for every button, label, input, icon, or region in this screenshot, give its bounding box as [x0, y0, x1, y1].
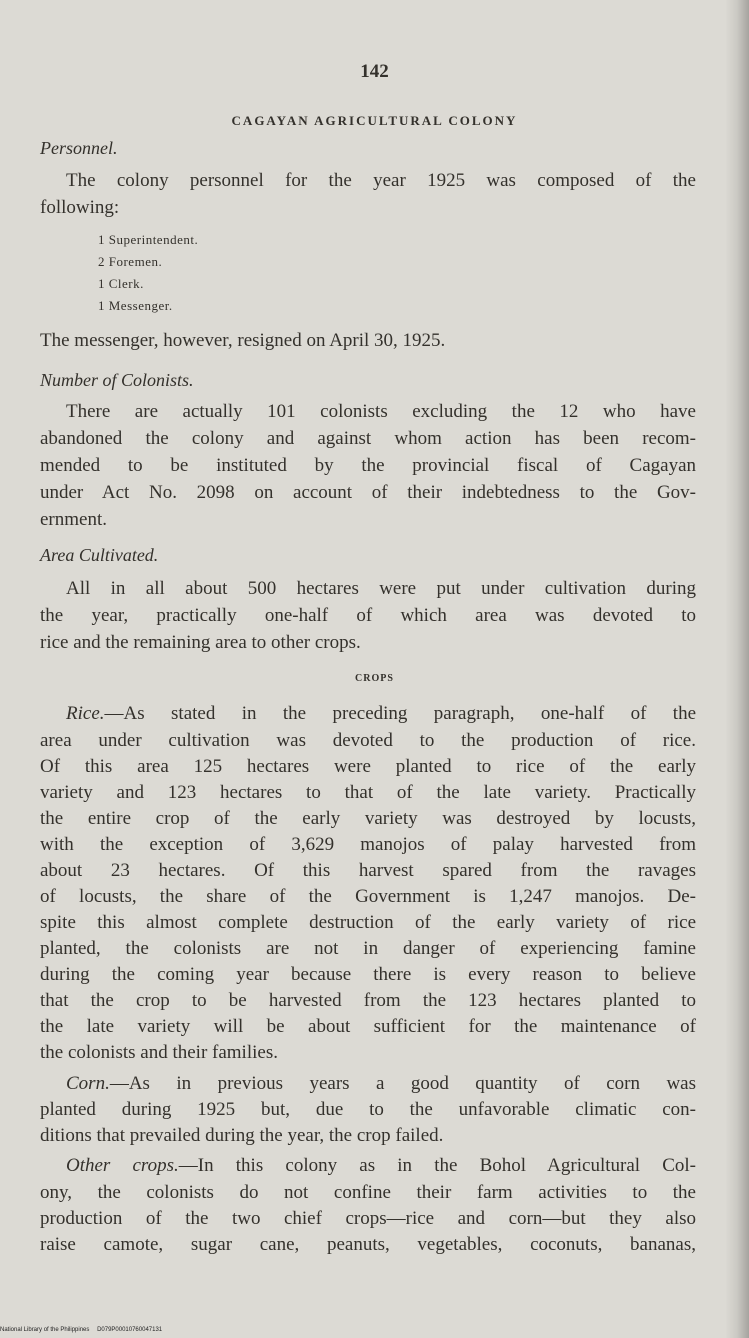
other-crops-line-1-text: —In this colony as in the Bohol Agricultural Col- [178, 1155, 696, 1176]
rice-line-8: of locusts, the share of the Government is 1,247 manojos. De- [40, 886, 696, 907]
other-crops-line-4: raise camote, sugar cane, peanuts, vegetables, coconuts, bananas, [40, 1234, 696, 1255]
footer-library: National Library of the Philippines [0, 1327, 90, 1333]
other-crops-line-2: ony, the colonists do not confine their farm activities to the [40, 1182, 696, 1203]
running-head: CAGAYAN AGRICULTURAL COLONY [231, 113, 518, 128]
page-number: 142 [360, 61, 389, 82]
area-heading: Area Cultivated. [40, 545, 159, 565]
rice-line-5: the entire crop of the early variety was destroyed by locusts, [40, 808, 696, 829]
colonists-line-2: abandoned the colony and against whom action has been recom- [40, 428, 696, 449]
corn-line-3: ditions that prevailed during the year, the crop failed. [40, 1125, 444, 1146]
rice-line-11: during the coming year because there is every reason to believe [40, 964, 696, 985]
rice-line-10: planted, the colonists are not in danger of experiencing famine [40, 938, 696, 959]
rice-line-4: variety and 123 hectares to that of the late variety. Practically [40, 782, 696, 803]
personnel-note: The messenger, however, resigned on April 30, 1925. [40, 330, 446, 351]
corn-line-1-text: —As in previous years a good quantity of corn was [109, 1073, 696, 1094]
colonists-line-3: mended to be instituted by the provincial fiscal of Cagayan [40, 455, 696, 476]
personnel-list-item-superintendent: 1 Superintendent. [98, 232, 199, 247]
personnel-list-item-messenger: 1 Messenger. [98, 298, 173, 313]
personnel-list-item-clerk: 1 Clerk. [98, 276, 144, 291]
personnel-line-1: The colony personnel for the year 1925 was composed of the [66, 170, 696, 191]
area-line-3: rice and the remaining area to other crops. [40, 632, 361, 653]
rice-line-1-text: —As stated in the preceding paragraph, one-half of the [104, 703, 696, 724]
rice-line-2: area under cultivation was devoted to the production of rice. [40, 730, 696, 751]
rice-lead: Rice. [66, 703, 105, 724]
scan-footer [0, 1327, 168, 1333]
colonists-line-5: ernment. [40, 509, 108, 530]
colonists-heading: Number of Colonists. [40, 370, 194, 390]
footer-code: D079P00010760047131 [97, 1327, 163, 1333]
personnel-heading: Personnel. [40, 138, 118, 158]
area-line-1: All in all about 500 hectares were put under cultivation during [66, 578, 696, 599]
personnel-line-2: following: [40, 197, 120, 218]
other-crops-line-1 [66, 1153, 696, 1179]
other-crops-line-3: production of the two chief crops—rice and corn—but they also [40, 1208, 696, 1229]
rice-line-12: that the crop to be harvested from the 123 hectares planted to [40, 990, 696, 1011]
rice-line-9: spite this almost complete destruction of the early variety of rice [40, 912, 696, 933]
crops-heading: CROPS [355, 673, 394, 684]
area-line-2: the year, practically one-half of which area was devoted to [40, 605, 696, 626]
other-crops-lead: Other crops. [66, 1155, 179, 1176]
rice-line-7: about 23 hectares. Of this harvest spared from the ravages [40, 860, 696, 881]
corn-lead: Corn. [66, 1073, 110, 1094]
rice-line-3: Of this area 125 hectares were planted to rice of the early [40, 756, 696, 777]
rice-line-1 [66, 701, 696, 727]
personnel-list-item-foremen: 2 Foremen. [98, 254, 163, 269]
colonists-line-4: under Act No. 2098 on account of their indebtedness to the Gov- [40, 482, 696, 503]
corn-line-2: planted during 1925 but, due to the unfavorable climatic con- [40, 1099, 696, 1120]
rice-line-6: with the exception of 3,629 manojos of palay harvested from [40, 834, 696, 855]
colonists-line-1: There are actually 101 colonists excluding the 12 who have [66, 401, 696, 422]
corn-line-1 [66, 1071, 696, 1097]
rice-line-14: the colonists and their families. [40, 1042, 278, 1063]
rice-line-13: the late variety will be about sufficient for the maintenance of [40, 1016, 696, 1037]
